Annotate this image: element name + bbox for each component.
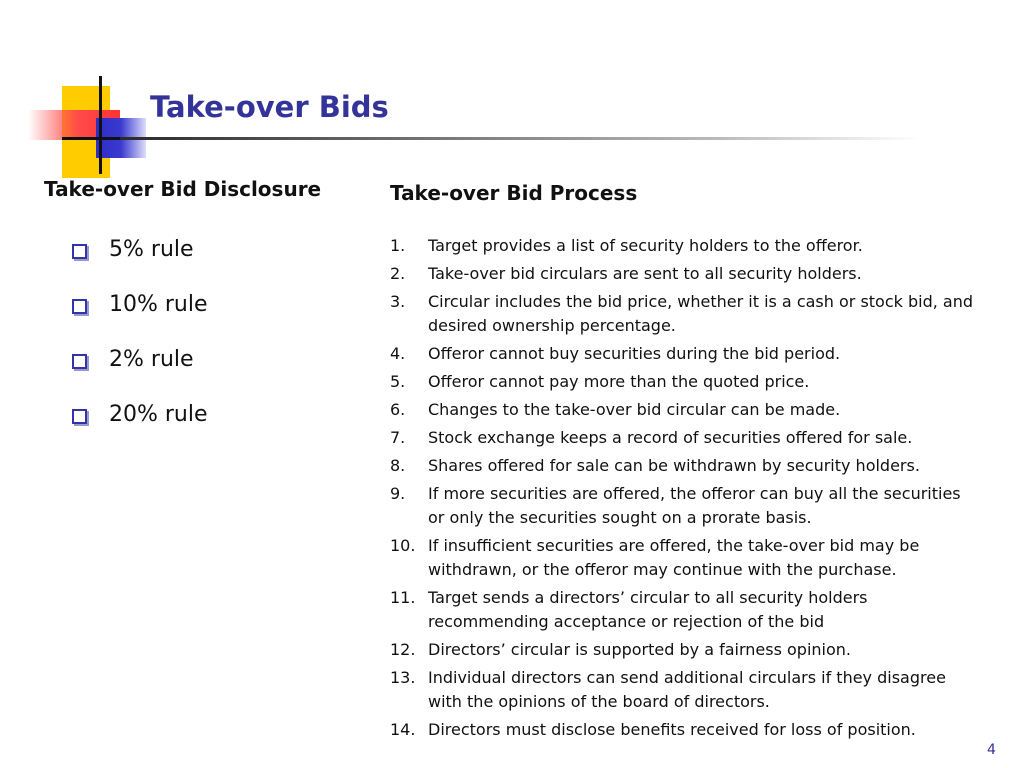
- step-number: 2.: [390, 264, 406, 283]
- page-number: 4: [987, 742, 996, 758]
- checkbox-bullet-icon: [72, 299, 87, 314]
- step-text: Individual directors can send additional circulars if they disagree with the opinions of the board of directors.: [428, 668, 946, 711]
- list-item: [390, 534, 980, 582]
- step-text: Shares offered for sale can be withdrawn by security holders.: [428, 456, 920, 475]
- disclosure-list: [72, 230, 208, 450]
- process-steps-list: [390, 234, 980, 746]
- step-text: Circular includes the bid price, whether it is a cash or stock bid, and desired ownership percentage.: [428, 292, 974, 335]
- list-item: [390, 454, 980, 478]
- step-number: 13.: [390, 668, 416, 687]
- step-number: 14.: [390, 720, 416, 739]
- vertical-line: [99, 76, 102, 174]
- title-underline: [120, 137, 920, 140]
- bullet-text: 5% rule: [109, 237, 194, 262]
- step-number: 11.: [390, 588, 416, 607]
- step-text: Target sends a directors’ circular to all security holders recommending acceptance or rejection of the bid: [428, 588, 868, 631]
- list-item: [72, 230, 208, 285]
- step-text: If more securities are offered, the offeror can buy all the securities or only the securities sought on a prorate basis.: [428, 484, 961, 527]
- checkbox-bullet-icon: [72, 354, 87, 369]
- step-text: If insufficient securities are offered, the take-over bid may be withdrawn, or the offeror may continue with the purchase.: [428, 536, 920, 579]
- list-item: [390, 638, 980, 662]
- list-item: [390, 666, 980, 714]
- step-text: Take-over bid circulars are sent to all security holders.: [428, 264, 862, 283]
- list-item: [390, 586, 980, 634]
- step-text: Stock exchange keeps a record of securities offered for sale.: [428, 428, 913, 447]
- step-number: 12.: [390, 640, 416, 659]
- list-item: [390, 398, 980, 422]
- step-text: Directors must disclose benefits received for loss of position.: [428, 720, 916, 739]
- step-number: 7.: [390, 428, 406, 447]
- step-number: 6.: [390, 400, 406, 419]
- step-text: Offeror cannot buy securities during the bid period.: [428, 344, 841, 363]
- list-item: [72, 395, 208, 450]
- title-decoration: [0, 0, 160, 190]
- step-number: 9.: [390, 484, 406, 503]
- list-item: [390, 290, 980, 338]
- list-item: [72, 340, 208, 395]
- step-number: 4.: [390, 344, 406, 363]
- bullet-text: 2% rule: [109, 347, 194, 372]
- list-item: [390, 342, 980, 366]
- step-number: 1.: [390, 236, 406, 255]
- disclosure-heading: Take-over Bid Disclosure: [44, 177, 322, 201]
- list-item: [390, 370, 980, 394]
- process-heading: Take-over Bid Process: [390, 181, 638, 205]
- step-number: 5.: [390, 372, 406, 391]
- list-item: [72, 285, 208, 340]
- step-text: Changes to the take-over bid circular can be made.: [428, 400, 841, 419]
- bullet-text: 20% rule: [109, 402, 208, 427]
- step-text: Directors’ circular is supported by a fairness opinion.: [428, 640, 851, 659]
- checkbox-bullet-icon: [72, 244, 87, 259]
- checkbox-bullet-icon: [72, 409, 87, 424]
- step-number: 10.: [390, 536, 416, 555]
- list-item: [390, 426, 980, 450]
- step-text: Offeror cannot pay more than the quoted price.: [428, 372, 810, 391]
- list-item: [390, 262, 980, 286]
- bullet-text: 10% rule: [109, 292, 208, 317]
- list-item: [390, 718, 980, 742]
- step-number: 8.: [390, 456, 406, 475]
- list-item: [390, 234, 980, 258]
- list-item: [390, 482, 980, 530]
- step-text: Target provides a list of security holders to the offeror.: [428, 236, 863, 255]
- step-number: 3.: [390, 292, 406, 311]
- slide-title: Take-over Bids: [150, 90, 389, 124]
